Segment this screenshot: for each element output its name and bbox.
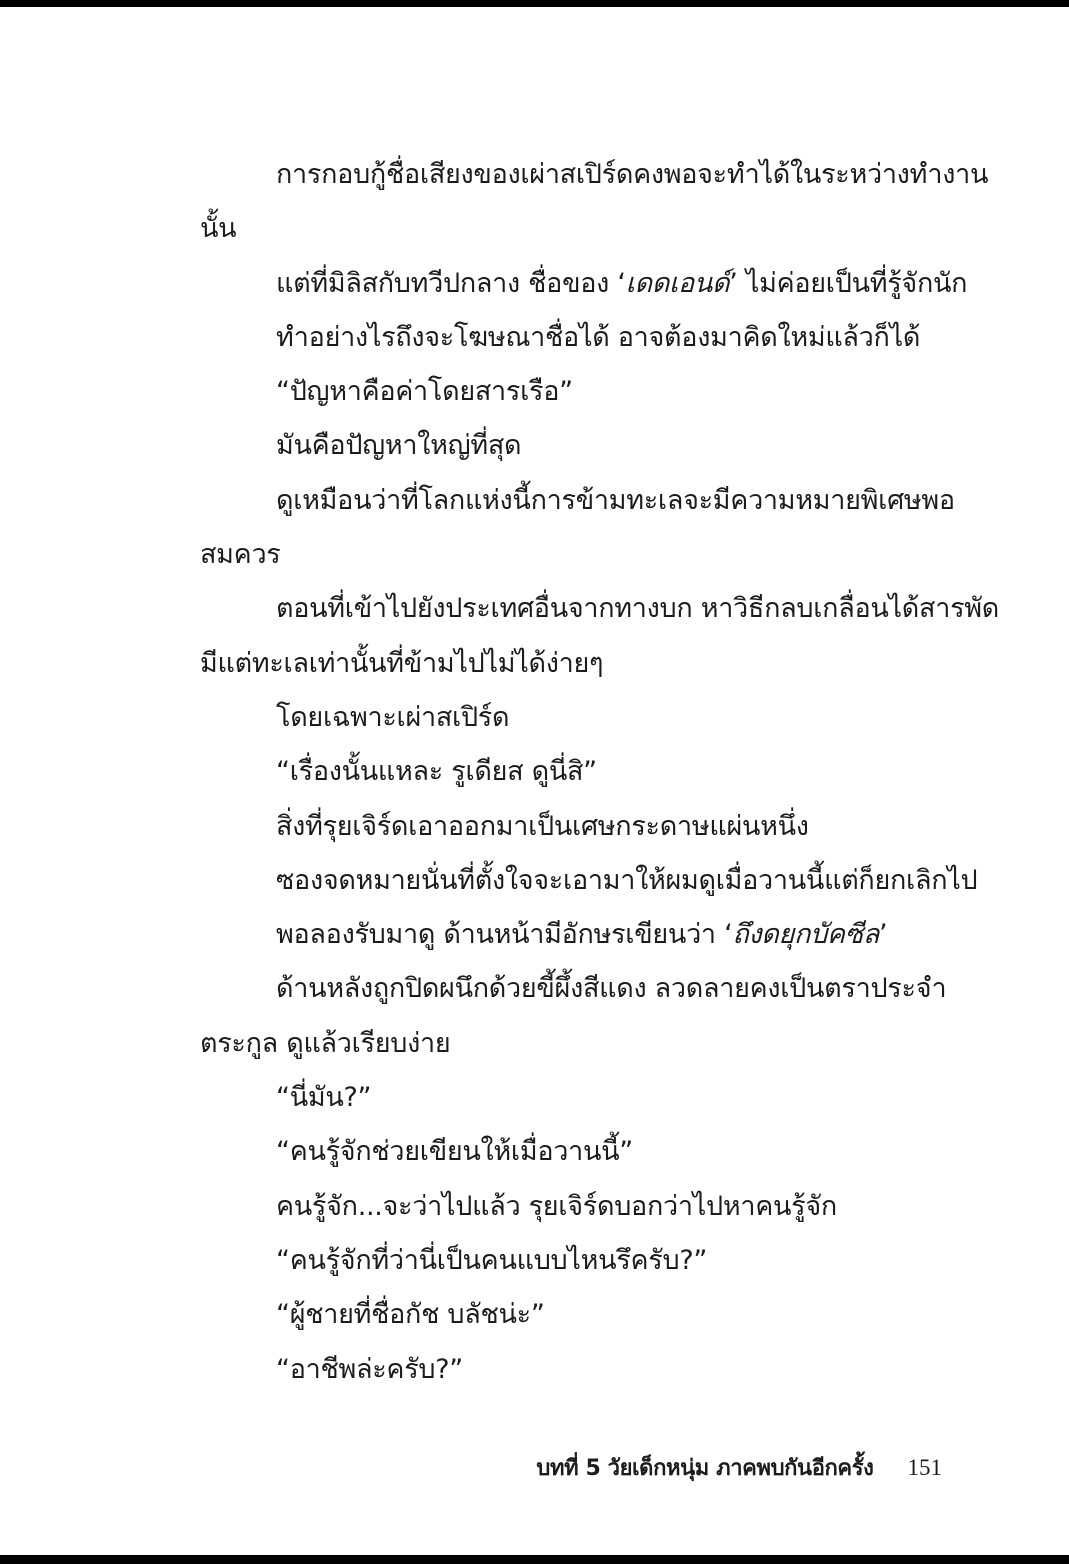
text-segment: ตระกูล ดูแล้วเรียบง่าย — [200, 1027, 451, 1059]
text-segment: “นี่มัน?” — [276, 1082, 372, 1114]
text-line — [200, 257, 968, 311]
text-segment: “ปัญหาคือค่าโดยสารเรือ” — [276, 376, 573, 408]
text-line — [200, 311, 942, 365]
text-line — [200, 1180, 942, 1234]
text-line — [200, 1017, 942, 1071]
text-segment: “คนรู้จักที่ว่านี่เป็นคนแบบไหนรึครับ?” — [276, 1244, 708, 1276]
text-segment: แต่ที่มิลิสกับทวีปกลาง ชื่อของ ‘ — [276, 267, 626, 299]
text-segment: ซองจดหมายนั่นที่ตั้งใจจะเอามาให้ผมดูเมื่อวานนี้แต่ก็ยกเลิกไป — [276, 864, 978, 896]
text-segment: ดูเหมือนว่าที่โลกแห่งนี้การข้ามทะเลจะมีความหมายพิเศษพอ — [276, 484, 955, 516]
text-line — [200, 1125, 942, 1179]
page-number: 151 — [907, 1455, 942, 1480]
text-segment: ด้านหลังถูกปิดผนึกด้วยขี้ผึ้งสีแดง ลวดลายคงเป็นตราประจำ — [276, 973, 947, 1005]
text-line — [200, 419, 942, 473]
text-line — [200, 908, 942, 962]
text-segment: การกอบกู้ชื่อเสียงของเผ่าสเปิร์ดคงพอจะทำได้ในระหว่างทำงาน — [276, 159, 989, 190]
text-segment: มันคือปัญหาใหญ่ที่สุด — [276, 430, 522, 462]
text-line — [200, 582, 1000, 636]
page-footer — [536, 1448, 942, 1488]
text-segment: “เรื่องนั้นแหละ รูเดียส ดูนี่สิ” — [276, 756, 597, 788]
text-line — [200, 1071, 942, 1125]
top-border — [0, 0, 1069, 7]
text-line — [200, 528, 942, 582]
text-line — [200, 637, 942, 691]
text-line — [200, 1343, 942, 1397]
bottom-border — [0, 1555, 1069, 1564]
text-segment: ทำอย่างไรถึงจะโฆษณาชื่อได้ อาจต้องมาคิดใหม่แล้วก็ได้ — [276, 321, 921, 353]
text-segment: ตอนที่เข้าไปยังประเทศอื่นจากทางบก หาวิธีกลบเกลื่อนได้สารพัด — [276, 593, 1000, 625]
text-segment: ’ ไม่ค่อยเป็นที่รู้จักนัก — [729, 267, 968, 299]
text-line — [200, 1234, 942, 1288]
text-line — [200, 1288, 942, 1342]
text-segment: “อาชีพล่ะครับ?” — [276, 1353, 463, 1385]
text-line — [200, 745, 942, 799]
text-segment: “ผู้ชายที่ชื่อกัช บลัชน่ะ” — [276, 1299, 545, 1331]
text-segment: มีแต่ทะเลเท่านั้นที่ข้ามไปไม่ได้ง่ายๆ — [200, 647, 604, 679]
emphasized-text: เดดเอนด์ — [625, 267, 730, 299]
text-line — [200, 365, 942, 419]
text-segment: ’ — [878, 919, 888, 951]
emphasized-text: ถึงดยุกบัคซีล — [732, 919, 879, 951]
text-segment: สิ่งที่รุยเจิร์ดเอาออกมาเป็นเศษกระดาษแผ่นหนึ่ง — [276, 810, 809, 842]
text-segment: สมควร — [200, 539, 281, 571]
text-line — [200, 474, 955, 528]
text-segment: “คนรู้จักช่วยเขียนให้เมื่อวานนี้” — [276, 1136, 633, 1168]
text-segment: พอลองรับมาดู ด้านหน้ามีอักษรเขียนว่า ‘ — [276, 919, 733, 951]
text-line — [200, 962, 947, 1016]
text-line — [200, 202, 942, 256]
text-line — [200, 800, 942, 854]
text-segment: โดยเฉพาะเผ่าสเปิร์ด — [276, 701, 510, 733]
text-line — [200, 691, 942, 745]
text-line — [200, 854, 978, 908]
chapter-title: บทที่ 5 วัยเด็กหนุ่ม ภาคพบกันอีกครั้ง — [536, 1456, 874, 1481]
text-segment: คนรู้จัก...จะว่าไปแล้ว รุยเจิร์ดบอกว่าไปหาคนรู้จัก — [276, 1190, 837, 1222]
text-segment: นั้น — [200, 213, 237, 245]
page-body-text — [200, 148, 1000, 1397]
text-line — [200, 148, 989, 202]
